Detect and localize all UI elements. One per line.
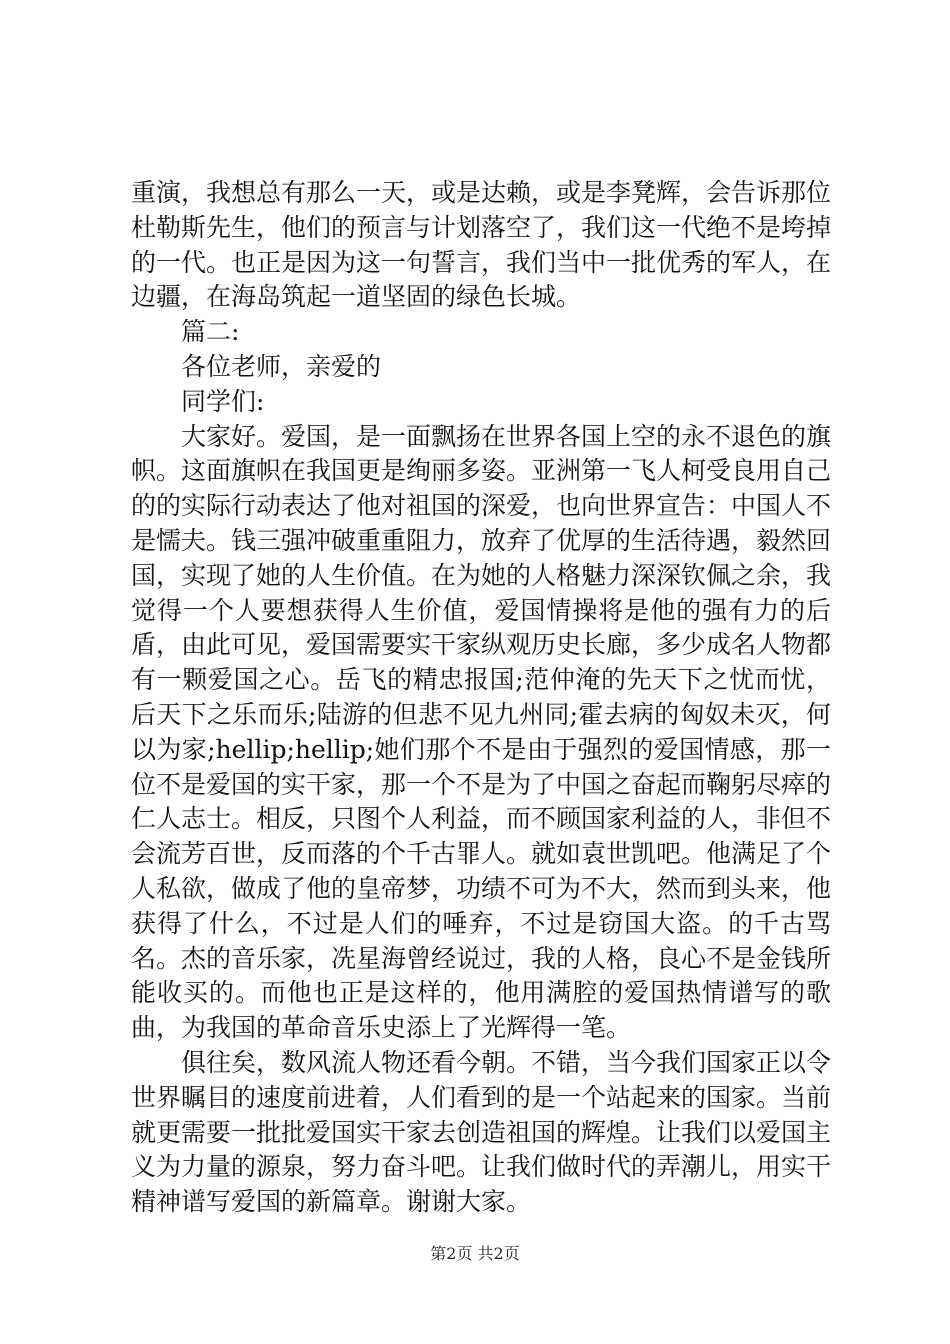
paragraph-body: 大家好。爱国，是一面飘扬在世界各国上空的永不退色的旗帜。这面旗帜在我国更是绚丽多姿。亚洲第一飞人柯受良用自己的的实际行动表达了他对祖国的深爱，也向世界宣告：中国人不是懦夫。钱三强冲破重重阻力，放弃了优厚的生活待遇，毅然回国，实现了她的人生价值。在为她的人格魅力深深钦佩之余，我觉得一个人要想获得人生价值，爱国情操将是他的强有力的后盾，由此可见，爱国需要实干家纵观历史长廊，多少成名人物都有一颗爱国之心。岳飞的精忠报国;范仲淹的先天下之忧而忧，后天下之乐而乐;陆游的但悲不见九州同;霍去病的匈奴未灭，何以为家;hellip;hellip;她们那个不是由于强烈的爱国情感，那一位不是爱国的实干家，那一个不是为了中国之奋起而鞠躬尽瘁的仁人志士。相反，只图个人利益，而不顾国家利益的人，非但不会流芳百世，反而落的个千古罪人。就如袁世凯吧。他满足了个人私欲，做成了他的皇帝梦，功绩不可为不大，然而到头来，他获得了什么，不过是人们的唾弃，不过是窃国大盗。的千古骂名。杰的音乐家，冼星海曾经说过，我的人格，良心不是金钱所能收买的。而他也正是这样的，他用满腔的爱国热情谱写的歌曲，为我国的革命音乐史添上了光辉得一笔。 (131, 421, 832, 1043)
section-heading: 篇二: (181, 317, 240, 347)
paragraph-closing: 俱往矣，数风流人物还看今朝。不错，当今我们国家正以令世界瞩目的速度前进着，人们看到的是一个站起来的国家。当前就更需要一批批爱国实干家去创造祖国的辉煌。让我们以爱国主义为力量的源泉，努力奋斗吧。让我们做时代的弄潮儿，用实干精神谱写爱国的新篇章。谢谢大家。 (131, 1047, 832, 1217)
salutation-line: 同学们: (181, 386, 265, 416)
paragraph-continuation: 重演，我想总有那么一天，或是达赖，或是李凳辉，会告诉那位杜勒斯先生，他们的预言与计划落空了，我们这一代绝不是垮掉的一代。也正是因为这一句誓言，我们当中一批优秀的军人，在边疆，在海岛筑起一道坚固的绿色长城。 (131, 178, 832, 312)
salutation-line: 各位老师，亲爱的 (181, 351, 382, 381)
document-body (131, 176, 831, 1220)
page-number-footer: 第2页 共2页 (430, 1244, 520, 1263)
